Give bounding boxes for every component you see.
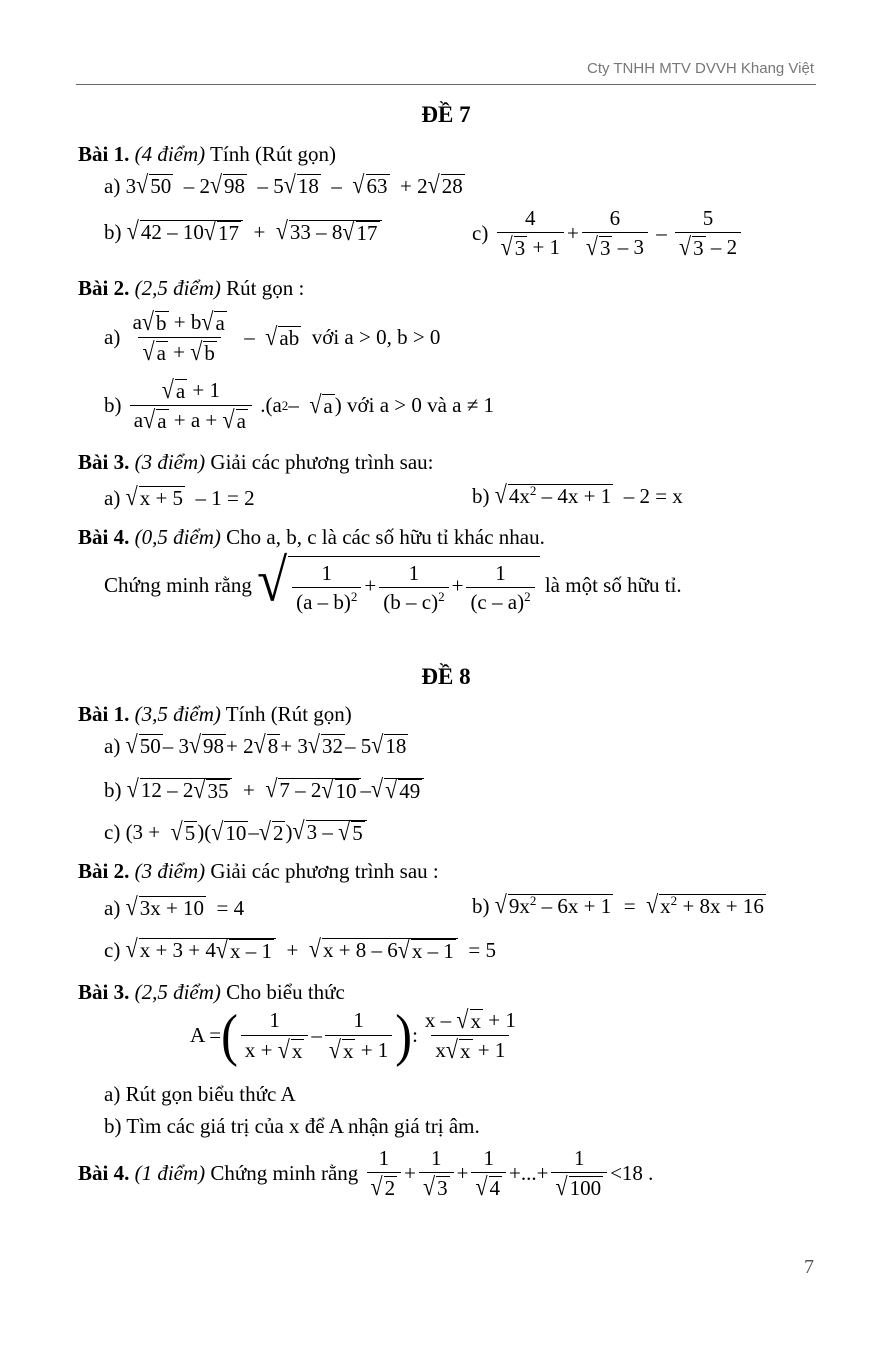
exam-7-title: ĐỀ 7 [421, 102, 471, 127]
de8-bai3-b: b) Tìm các giá trị của x để A nhận giá trị âm. [104, 1114, 480, 1138]
de8-bai1-a: a) √ 50 – 3 √ 98 + 2 √ 8 + 3 √ 32 – 5 √ 18 [104, 730, 407, 760]
de7-bai1-b: b) √ 42 – 10 √ 17 + √ 33 – 8 √ 17 [104, 220, 382, 245]
running-header: Cty TNHH MTV DVVH Khang Việt [586, 60, 814, 77]
de8-bai2-b: b) √ $9x^2 - 6x + 1$ = √ $x^2 + 8x + 16$ [472, 890, 764, 920]
de8-bai1-heading: Bài 1. (3,5 điểm) Tính (Rút gọn) [78, 702, 352, 726]
de7-bai4-statement: Chứng minh rằng √ $\frac{1}{(a - b)^2}$ + $\frac{1}{(b - c)^2}$ + $\frac{1}{(c - a)^2}$ là một số hữu tỉ. [104, 546, 682, 615]
de8-bai2-c: c) √ x + 3 + 4 √ x – 1 + √ x + 8 – 6 √ x – 1 = 5 [104, 933, 496, 964]
de7-bai2-a: a) a √ b + b √ a √ a + √ b – √ ab với a > 0, b > 0 [104, 306, 441, 366]
de8-bai2-heading: Bài 2. (3 điểm) Giải các phương trình sau : [78, 859, 439, 883]
header-rule [76, 84, 816, 85]
de7-bai2-b: b) √ a + 1 a √ a + a + √ a .(a 2 – √ a ) với a > 0 và a ≠ 1 [104, 374, 495, 434]
de8-bai1-b: b) √ 12 – 2 √ 35 + √ 7 – 2 √ 10 – √ √ 49 [104, 778, 424, 803]
de7-bai1-a: a) 3 √ 50 – 2 √ 98 – 5 √ 18 – √ 63 + 2 √ 28 [104, 170, 463, 200]
de8-bai3-a: a) Rút gọn biểu thức A [104, 1082, 296, 1106]
exam-8-title: ĐỀ 8 [421, 664, 471, 689]
de8-bai3-expression: A = ( 1 x + √ x – 1 √ x + 1 ) : x – √ x + 1 x √ x + 1 [190, 1002, 516, 1068]
de7-bai2-heading: Bài 2. (2,5 điểm) Rút gọn : [78, 276, 305, 300]
de8-bai2-a: a) √ 3x + 10 = 4 [104, 892, 245, 922]
de7-bai3-heading: Bài 3. (3 điểm) Giải các phương trình sau: [78, 450, 434, 474]
de7-bai3-b: b) √ $4x^2 - 4x + 1$ – 2 = x [472, 480, 683, 510]
de7-bai1-c: c) 4 √ 3 + 1 + 6 √ 3 – 3 – 5 √ 3 – 2 [472, 206, 744, 260]
de7-bai1-heading: Bài 1. (4 điểm) Tính (Rút gọn) [78, 142, 337, 166]
page-number: 7 [804, 1256, 814, 1278]
de8-bai1-c: c) (3 + √ 5 )( √ 10 – √ 2 ) √ 3 – √ 5 [104, 820, 367, 845]
de7-bai3-a: a) √ x + 5 – 1 = 2 [104, 482, 255, 512]
de8-bai4: Bài 4. (1 điểm) Chứng minh rằng 1 √ 2 + 1 √ 3 + 1 √ 4 +...+ 1 √ 100 <18 . [78, 1146, 654, 1201]
de8-bai3-heading: Bài 3. (2,5 điểm) Cho biểu thức [78, 980, 345, 1004]
de7-bai4-heading: Bài 4. (0,5 điểm) Cho a, b, c là các số hữu tỉ khác nhau. [78, 525, 545, 549]
